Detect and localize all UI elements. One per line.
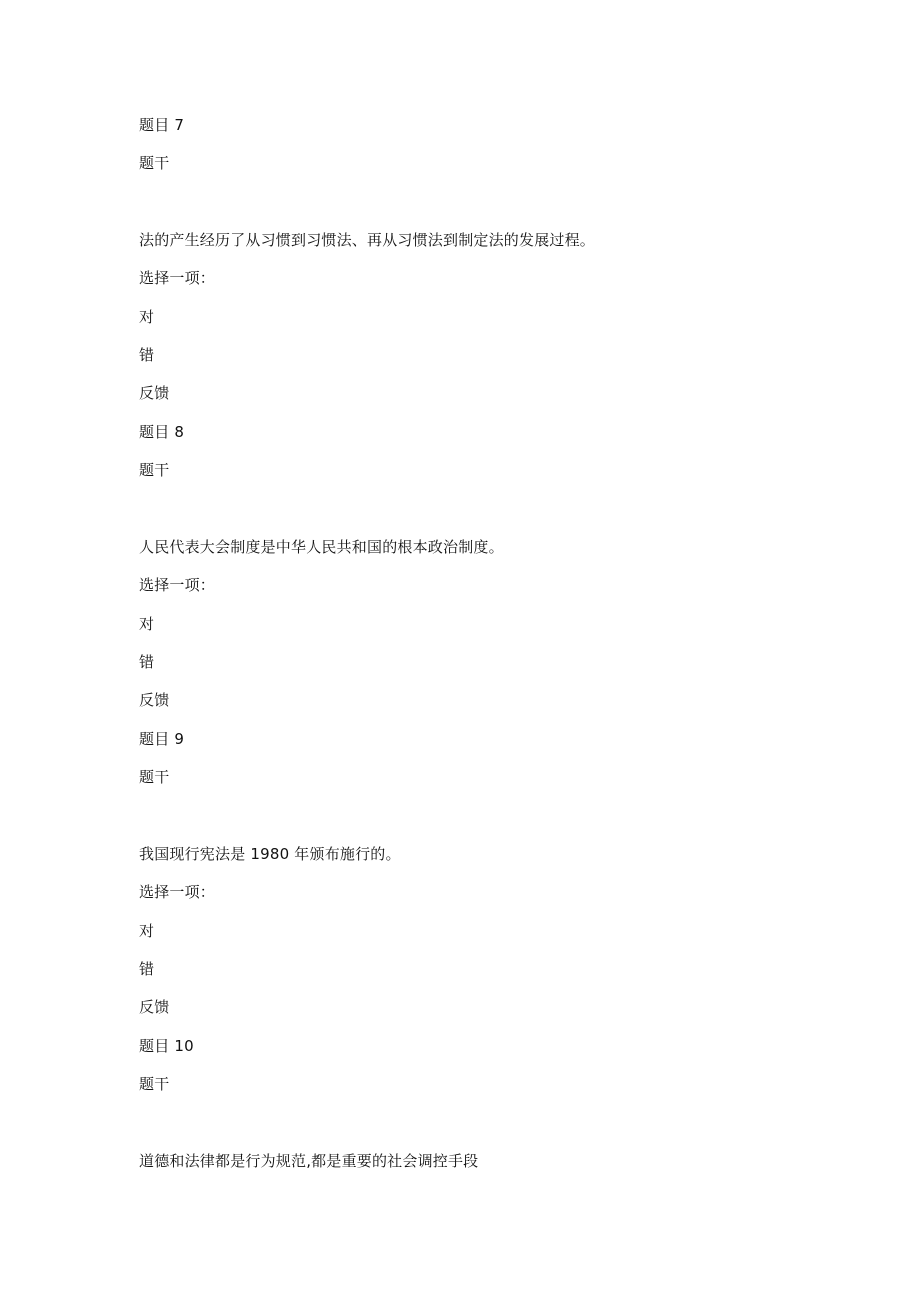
- question-text: 我国现行宪法是 1980 年颁布施行的。: [139, 845, 401, 863]
- feedback-label: 反馈: [139, 691, 170, 709]
- question-number: 题目 7: [139, 116, 185, 134]
- choose-one-label: 选择一项：: [139, 269, 216, 287]
- question-text: 人民代表大会制度是中华人民共和国的根本政治制度。: [139, 538, 504, 556]
- feedback-label: 反馈: [139, 998, 170, 1016]
- feedback-label: 反馈: [139, 384, 170, 402]
- question-stem-label: 题干: [139, 1075, 170, 1093]
- option-false[interactable]: 错: [139, 653, 155, 671]
- question-stem-label: 题干: [139, 768, 170, 786]
- question-number: 题目 8: [139, 423, 185, 441]
- question-text: 道德和法律都是行为规范,都是重要的社会调控手段: [139, 1152, 479, 1170]
- option-false[interactable]: 错: [139, 346, 155, 364]
- question-stem-label: 题干: [139, 154, 170, 172]
- option-true[interactable]: 对: [139, 922, 155, 940]
- option-true[interactable]: 对: [139, 615, 155, 633]
- choose-one-label: 选择一项：: [139, 883, 216, 901]
- question-text: 法的产生经历了从习惯到习惯法、再从习惯法到制定法的发展过程。: [139, 231, 596, 249]
- question-number: 题目 10: [139, 1037, 194, 1055]
- question-stem-label: 题干: [139, 461, 170, 479]
- option-true[interactable]: 对: [139, 308, 155, 326]
- option-false[interactable]: 错: [139, 960, 155, 978]
- question-number: 题目 9: [139, 730, 185, 748]
- choose-one-label: 选择一项：: [139, 576, 216, 594]
